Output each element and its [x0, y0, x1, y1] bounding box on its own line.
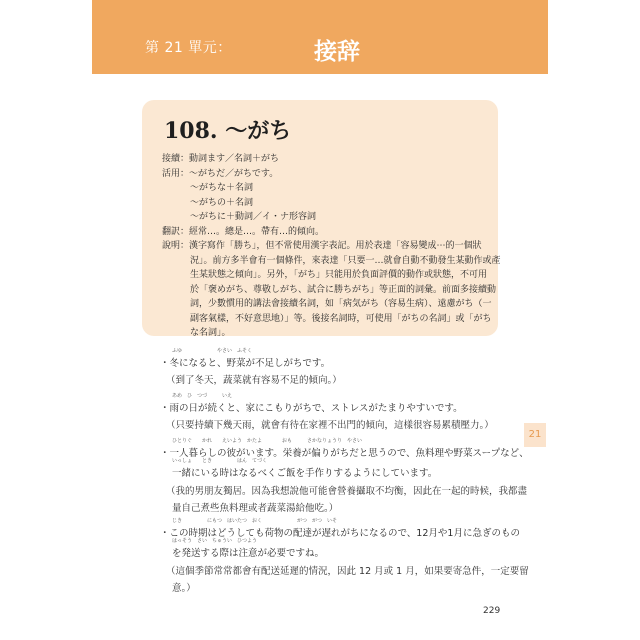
chapter-tab: 21: [524, 423, 546, 447]
usage-form: ～がちな＋名詞: [190, 183, 254, 193]
usage-form: ～がちの＋名詞: [190, 197, 254, 208]
furigana: ひとりぐ かれ えいよう かたよ おも さかなりょうり やさい: [172, 438, 363, 444]
grammar-notes: [162, 152, 501, 341]
example-translation: （到了冬天，蔬菜就有容易不足的傾向。）: [166, 375, 342, 386]
example-sentence: ・この時期はどうしても荷物の配達が遅れがちになるので、12月や1月に急ぎのもの: [160, 528, 520, 539]
furigana: いっしょ とき はん てづく: [172, 458, 268, 464]
example-sentence-cont: を発送する際は注意が必要ですね。: [172, 548, 325, 559]
example-sentence: ・冬になると、野菜が不足しがちです。: [160, 358, 331, 369]
explanation-line: 副客氣樣，不好意思地）」等。後接名詞時，可使用「がちの名詞」或「がち: [190, 313, 492, 324]
usage-form: ～がちに＋動詞／イ・ナ形容詞: [190, 212, 317, 222]
page-number: 229: [483, 606, 501, 616]
example-translation: （我的男朋友獨居。因為我想說他可能會營養攝取不均衡，因此在一起的時候，我都盡: [166, 486, 528, 497]
unit-label: 第 21 單元：: [145, 40, 232, 56]
explanation-line: な名詞」。: [190, 328, 231, 338]
furigana: あめ ひ つづ いえ: [172, 393, 233, 399]
furigana: ふゆ やさい ふそく: [172, 348, 253, 354]
explanation-line: 說明：漢字寫作「勝ち」，但不常使用漢字表記。用於表達「容易變成⋯的一個狀: [162, 241, 482, 251]
example-sentence: ・雨の日が続くと、家にこもりがちで、ストレスがたまりやすいです。: [160, 403, 463, 414]
explanation-line: 況」。前方多半會有一個條件，來表達「只要一…就會自動不動發生某動作或產: [190, 255, 501, 266]
furigana: はっそう さい ちゅうい ひつよう: [172, 538, 258, 544]
explanation-line: 詞，少數慣用的講法會接續名詞，如「病気がち（容易生病）、遠慮がち（一: [190, 299, 492, 309]
explanation: [162, 239, 501, 341]
connect-line: 接續：動詞ます／名詞＋がち: [162, 154, 280, 164]
example-translation: （只要持續下幾天雨，就會有待在家裡不出門的傾向，這樣很容易累積壓力。）: [166, 420, 494, 431]
example-sentence: ・一人暮らしの彼がいます。栄養が偏りがちだと思うので、魚料理や野菜スープなど、: [160, 448, 529, 459]
grammar-card: [142, 100, 501, 338]
example-sentence-cont: 一緒にいる時はなるべくご飯を手作りするようにしています。: [172, 468, 438, 479]
unit-title: 接辞: [314, 39, 360, 65]
translation-line: 翻訳：經常…。總是…。帶有…的傾向。: [162, 226, 325, 237]
grammar-heading: 108. ～がち: [164, 118, 292, 144]
example-translation: （這個季節常常都會有配送延遲的情況，因此 12 月或 1 月，如果要寄急件，一定要留: [166, 566, 529, 577]
usage-line: 活用：～がちだ／がちです。: [162, 168, 279, 179]
unit-header: [92, 0, 548, 74]
example-translation-cont: 意。）: [172, 583, 196, 594]
furigana: じき にもつ はいたつ おく がつ がつ いそ: [172, 518, 338, 524]
example-translation-cont: 量自己煮些魚料理或者蔬菜湯給他吃。）: [172, 503, 339, 514]
explanation-line: 生某狀態之傾向」。另外，「がち」只能用於負面評價的動作或狀態，不可用: [190, 270, 488, 280]
explanation-line: 於「褒めがち、尊敬しがち、試合に勝ちがち」等正面的詞彙。前面多接續動: [190, 284, 497, 295]
